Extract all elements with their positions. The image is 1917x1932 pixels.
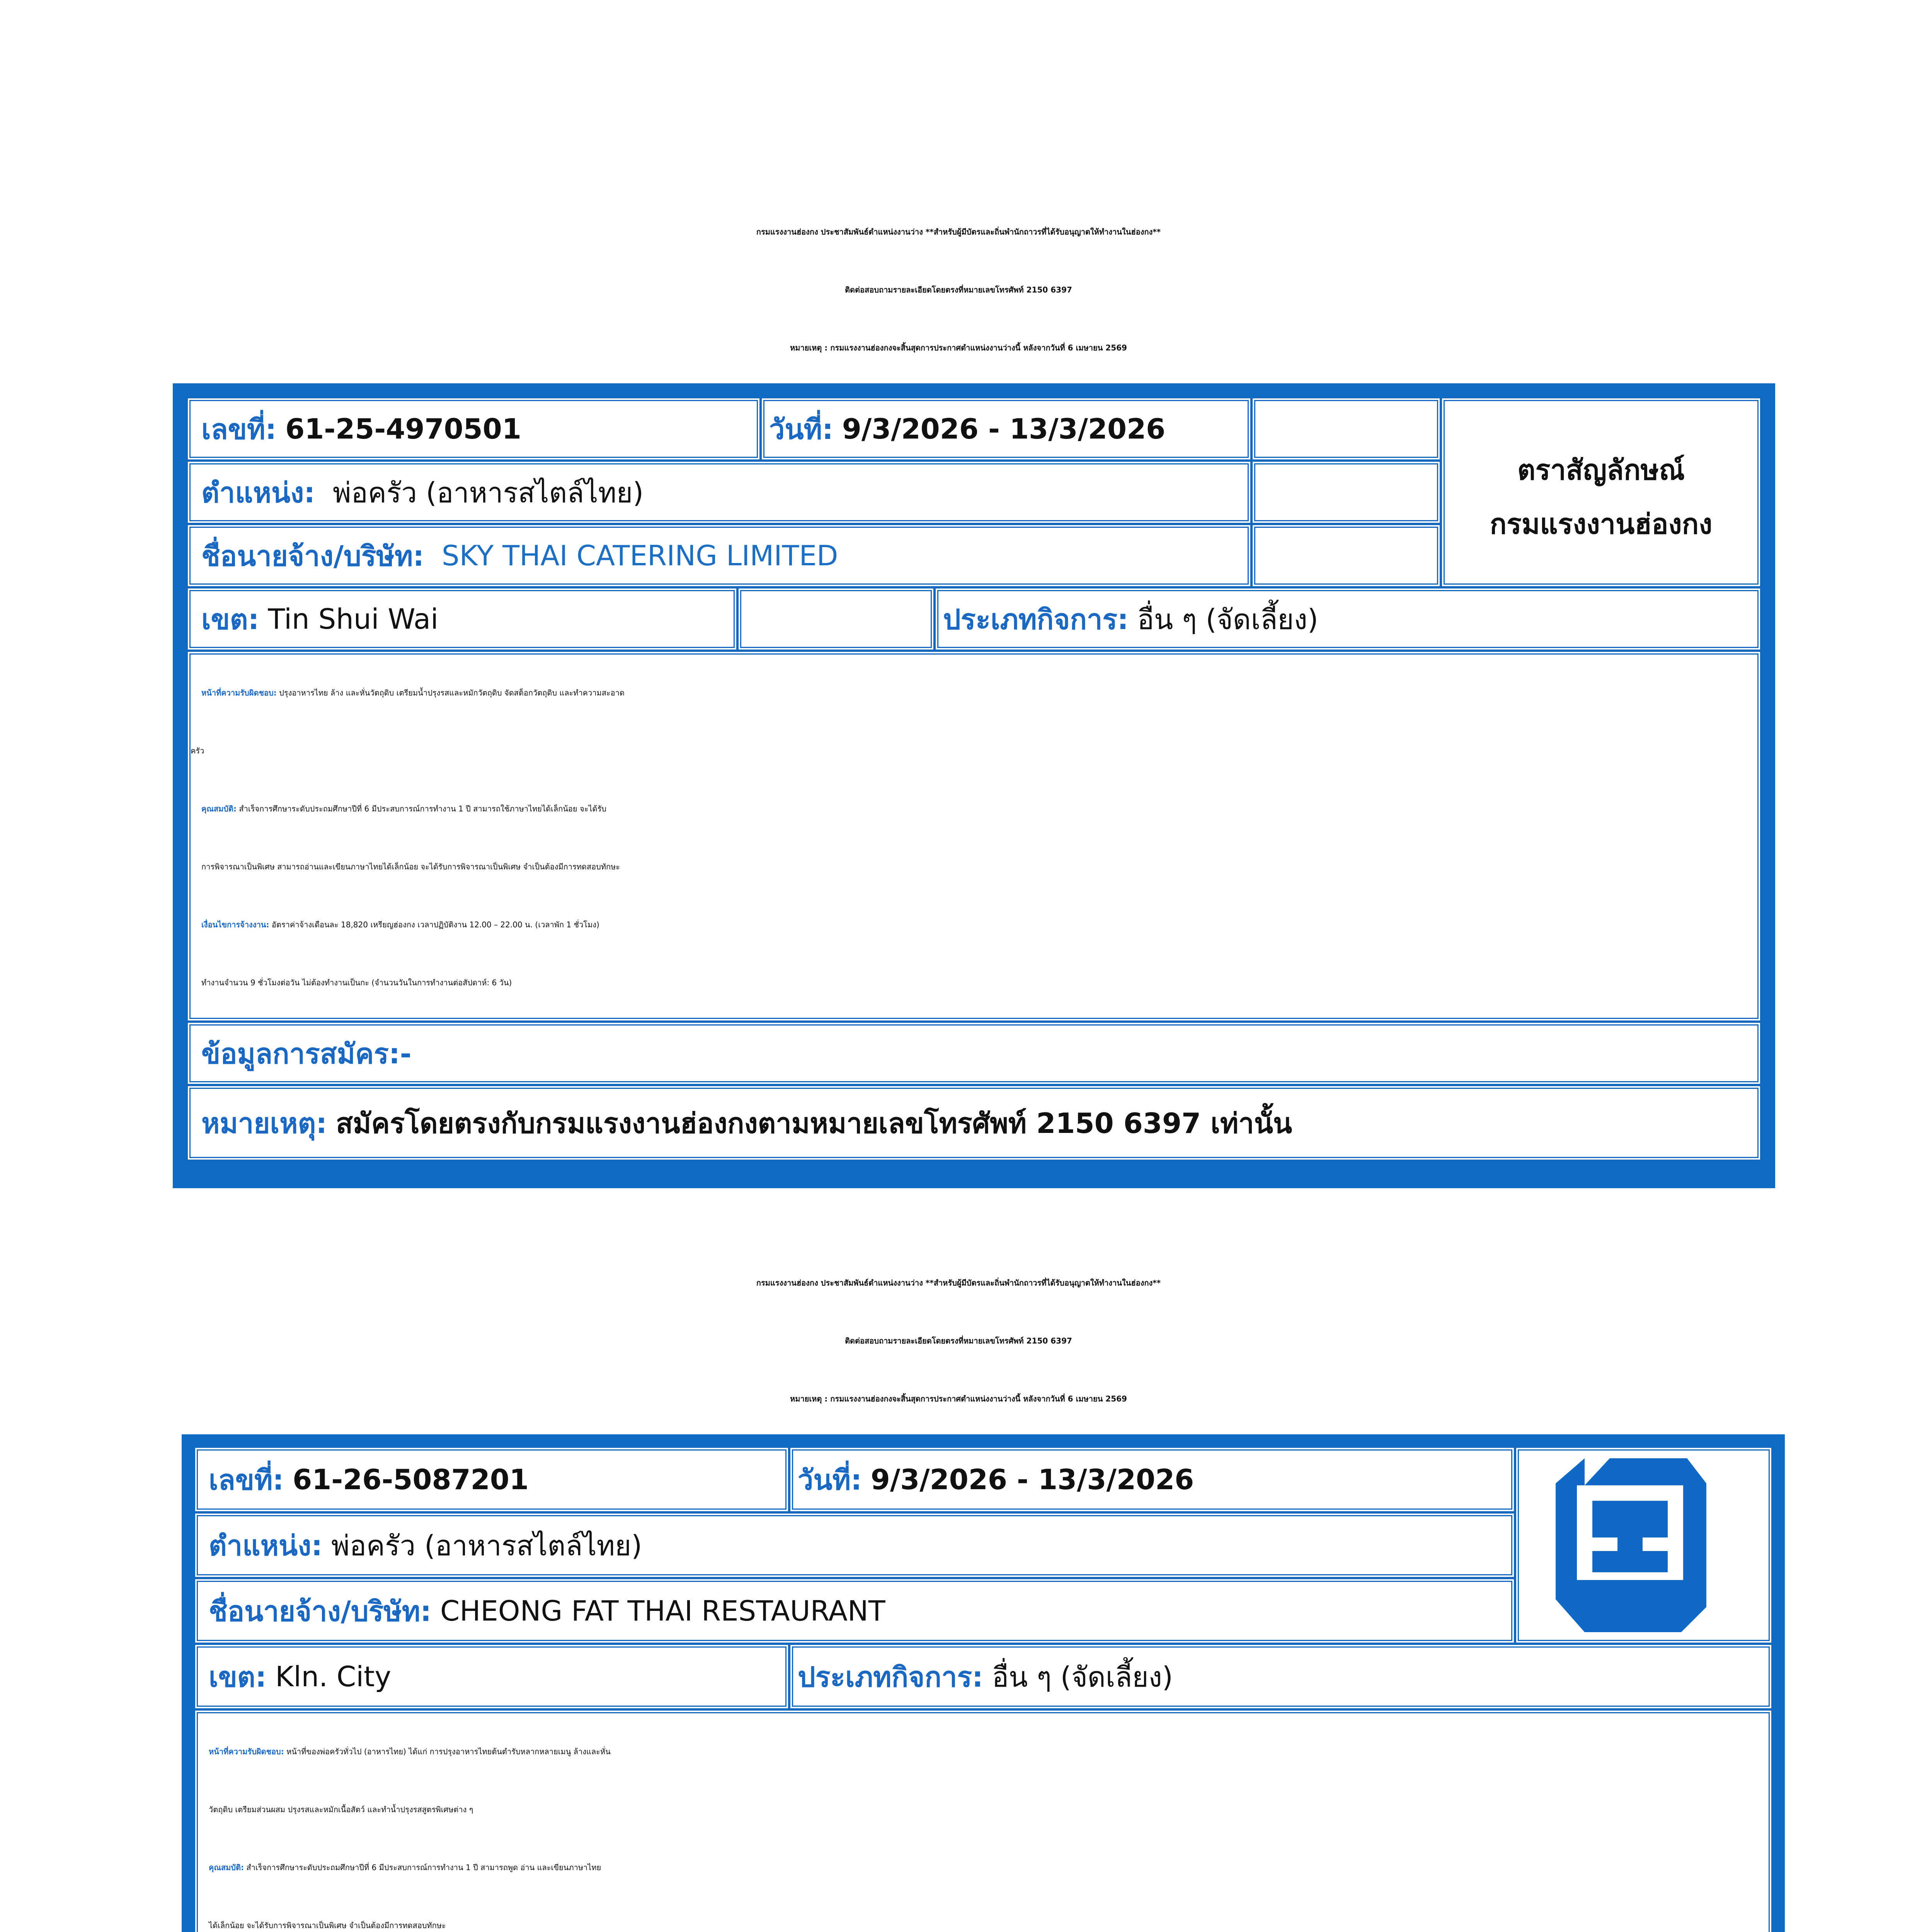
duties-line-2: วัตถุดิบ เตรียมส่วนผสม ปรุงรสและหมักเนื้อสัตว์ และทำน้ำปรุงรสสูตรพิเศษต่าง ๆ bbox=[209, 1805, 473, 1814]
business-type-value: อื่น ๆ (จัดเลี้ยง) bbox=[1137, 603, 1318, 636]
district-value: Kln. City bbox=[275, 1660, 392, 1693]
empty-cell bbox=[1251, 524, 1441, 587]
job-number-cell bbox=[194, 1447, 789, 1512]
job-card-1 bbox=[173, 383, 1775, 1188]
application-info-cell bbox=[187, 1022, 1761, 1085]
date-value: 9/3/2026 - 13/3/2026 bbox=[842, 413, 1166, 445]
header-contact: ติดต่อสอบถามรายละเอียดโดยตรงที่หมายเลขโทรศัพท์ 2150 6397 bbox=[845, 285, 1072, 294]
business-type-cell bbox=[789, 1644, 1772, 1709]
header-title: กรมแรงงานฮ่องกง ประชาสัมพันธ์ตำแหน่งงานว่าง **สำหรับผู้มีบัตรและถิ่นพำนักถาวรที่ได้รับอนุญาตให้ทำงานในฮ่องกง** bbox=[756, 227, 1161, 236]
position-label: ตำแหน่ง: bbox=[201, 476, 315, 509]
employer-cell bbox=[187, 524, 1251, 587]
qualifications-label: คุณสมบัติ: bbox=[201, 804, 237, 813]
details-cell bbox=[187, 651, 1761, 1022]
note-value: สมัครโดยตรงกับกรมแรงงานฮ่องกงตามหมายเลขโทรศัพท์ 2150 6397 เท่านั้น bbox=[336, 1107, 1292, 1139]
date-label: วันที่: bbox=[769, 413, 833, 446]
posting-1-header bbox=[0, 203, 1917, 377]
job-number-value: 61-26-5087201 bbox=[293, 1463, 529, 1496]
note-cell bbox=[187, 1085, 1761, 1161]
district-cell bbox=[187, 587, 737, 651]
employer-value: SKY THAI CATERING LIMITED bbox=[441, 539, 838, 572]
duties-line-2: ครัว bbox=[191, 746, 204, 755]
note-label: หมายเหตุ: bbox=[201, 1107, 327, 1139]
date-value: 9/3/2026 - 13/3/2026 bbox=[870, 1463, 1194, 1496]
header-title: กรมแรงงานฮ่องกง ประชาสัมพันธ์ตำแหน่งงานว่าง **สำหรับผู้มีบัตรและถิ่นพำนักถาวรที่ได้รับอนุญาตให้ทำงานในฮ่องกง** bbox=[756, 1278, 1161, 1287]
qualifications-line-2: การพิจารณาเป็นพิเศษ สามารถอ่านและเขียนภาษาไทยได้เล็กน้อย จะได้รับการพิจารณาเป็นพิเศษ จำเป็นต้องมีการทดสอบทักษะ bbox=[201, 862, 620, 871]
empty-cell bbox=[737, 587, 935, 651]
logo-cell bbox=[1515, 1447, 1772, 1644]
date-cell bbox=[761, 397, 1251, 461]
qualifications-line-1: สำเร็จการศึกษาระดับประถมศึกษาปีที่ 6 มีประสบการณ์การทำงาน 1 ปี สามารถพูด อ่าน และเขียนภาษาไทย bbox=[246, 1863, 601, 1872]
job-number-cell bbox=[187, 397, 761, 461]
employer-value: CHEONG FAT THAI RESTAURANT bbox=[440, 1595, 885, 1627]
job-number-label: เลขที่: bbox=[201, 413, 277, 446]
business-type-label: ประเภทกิจการ: bbox=[943, 603, 1129, 636]
seal-label-line-1: ตราสัญลักษณ์ bbox=[1517, 454, 1685, 486]
seal-placeholder-cell bbox=[1441, 397, 1761, 587]
application-info-label: ข้อมูลการสมัคร:- bbox=[201, 1037, 412, 1070]
position-cell bbox=[194, 1512, 1515, 1578]
district-label: เขต: bbox=[209, 1660, 267, 1693]
duties-label: หน้าที่ความรับผิดชอบ: bbox=[209, 1747, 284, 1756]
conditions-line-1: อัตราค่าจ้างเดือนละ 18,820 เหรียญฮ่องกง เวลาปฏิบัติงาน 12.00 – 22.00 น. (เวลาพัก 1 ชั่วโมง) bbox=[271, 920, 599, 929]
header-remark: หมายเหตุ : กรมแรงงานฮ่องกงจะสิ้นสุดการประกาศตำแหน่งงานว่างนี้ หลังจากวันที่ 6 เมษายน 2569 bbox=[790, 343, 1127, 352]
posting-2-header bbox=[0, 1254, 1917, 1428]
position-value: พ่อครัว (อาหารสไตล์ไทย) bbox=[333, 476, 644, 509]
position-cell bbox=[187, 461, 1251, 524]
qualifications-line-2: ได้เล็กน้อย จะได้รับการพิจารณาเป็นพิเศษ จำเป็นต้องมีการทดสอบทักษะ bbox=[209, 1921, 446, 1930]
job-card-2 bbox=[182, 1434, 1785, 1932]
employer-cell bbox=[194, 1578, 1515, 1644]
header-remark: หมายเหตุ : กรมแรงงานฮ่องกงจะสิ้นสุดการประกาศตำแหน่งงานว่างนี้ หลังจากวันที่ 6 เมษายน 2569 bbox=[790, 1394, 1127, 1403]
employer-label: ชื่อนายจ้าง/บริษัท: bbox=[201, 539, 424, 572]
position-label: ตำแหน่ง: bbox=[209, 1529, 323, 1562]
qualifications-label: คุณสมบัติ: bbox=[209, 1863, 244, 1872]
conditions-line-2: ทำงานจำนวน 9 ชั่วโมงต่อวัน ไม่ต้องทำงานเป็นกะ (จำนวนวันในการทำงานต่อสัปดาห์: 6 วัน) bbox=[201, 978, 512, 987]
duties-line-1: หน้าที่ของพ่อครัวทั่วไป (อาหารไทย) ได้แก่ การปรุงอาหารไทยต้นตำรับหลากหลายเมนู ล้างและหั่น bbox=[286, 1747, 611, 1756]
district-value: Tin Shui Wai bbox=[268, 603, 439, 635]
date-cell bbox=[789, 1447, 1515, 1512]
duties-label: หน้าที่ความรับผิดชอบ: bbox=[201, 688, 277, 697]
business-type-label: ประเภทกิจการ: bbox=[798, 1660, 983, 1693]
district-cell bbox=[194, 1644, 789, 1709]
conditions-label: เงื่อนไขการจ้างงาน: bbox=[201, 920, 269, 929]
position-value: พ่อครัว (อาหารสไตล์ไทย) bbox=[331, 1529, 642, 1562]
duties-line-1: ปรุงอาหารไทย ล้าง และหั่นวัตถุดิบ เตรียมน้ำปรุงรสและหมักวัตถุดิบ จัดสต็อกวัตถุดิบ และทำความสะอาด bbox=[279, 688, 625, 697]
business-type-cell bbox=[935, 587, 1761, 651]
job-number-value: 61-25-4970501 bbox=[285, 413, 521, 445]
employer-label: ชื่อนายจ้าง/บริษัท: bbox=[209, 1595, 432, 1628]
empty-cell bbox=[1251, 397, 1441, 461]
seal-label-line-2: กรมแรงงานฮ่องกง bbox=[1490, 508, 1713, 540]
date-label: วันที่: bbox=[798, 1463, 862, 1496]
empty-cell bbox=[1251, 461, 1441, 524]
business-type-value: อื่น ๆ (จัดเลี้ยง) bbox=[992, 1660, 1173, 1693]
qualifications-line-1: สำเร็จการศึกษาระดับประถมศึกษาปีที่ 6 มีประสบการณ์การทำงาน 1 ปี สามารถใช้ภาษาไทยได้เล็กน้อย จะได้รับ bbox=[239, 804, 606, 813]
job-number-label: เลขที่: bbox=[209, 1463, 284, 1496]
district-label: เขต: bbox=[201, 603, 259, 636]
labour-department-logo-icon bbox=[1556, 1458, 1733, 1632]
details-cell bbox=[194, 1709, 1772, 1932]
header-contact: ติดต่อสอบถามรายละเอียดโดยตรงที่หมายเลขโทรศัพท์ 2150 6397 bbox=[845, 1336, 1072, 1345]
